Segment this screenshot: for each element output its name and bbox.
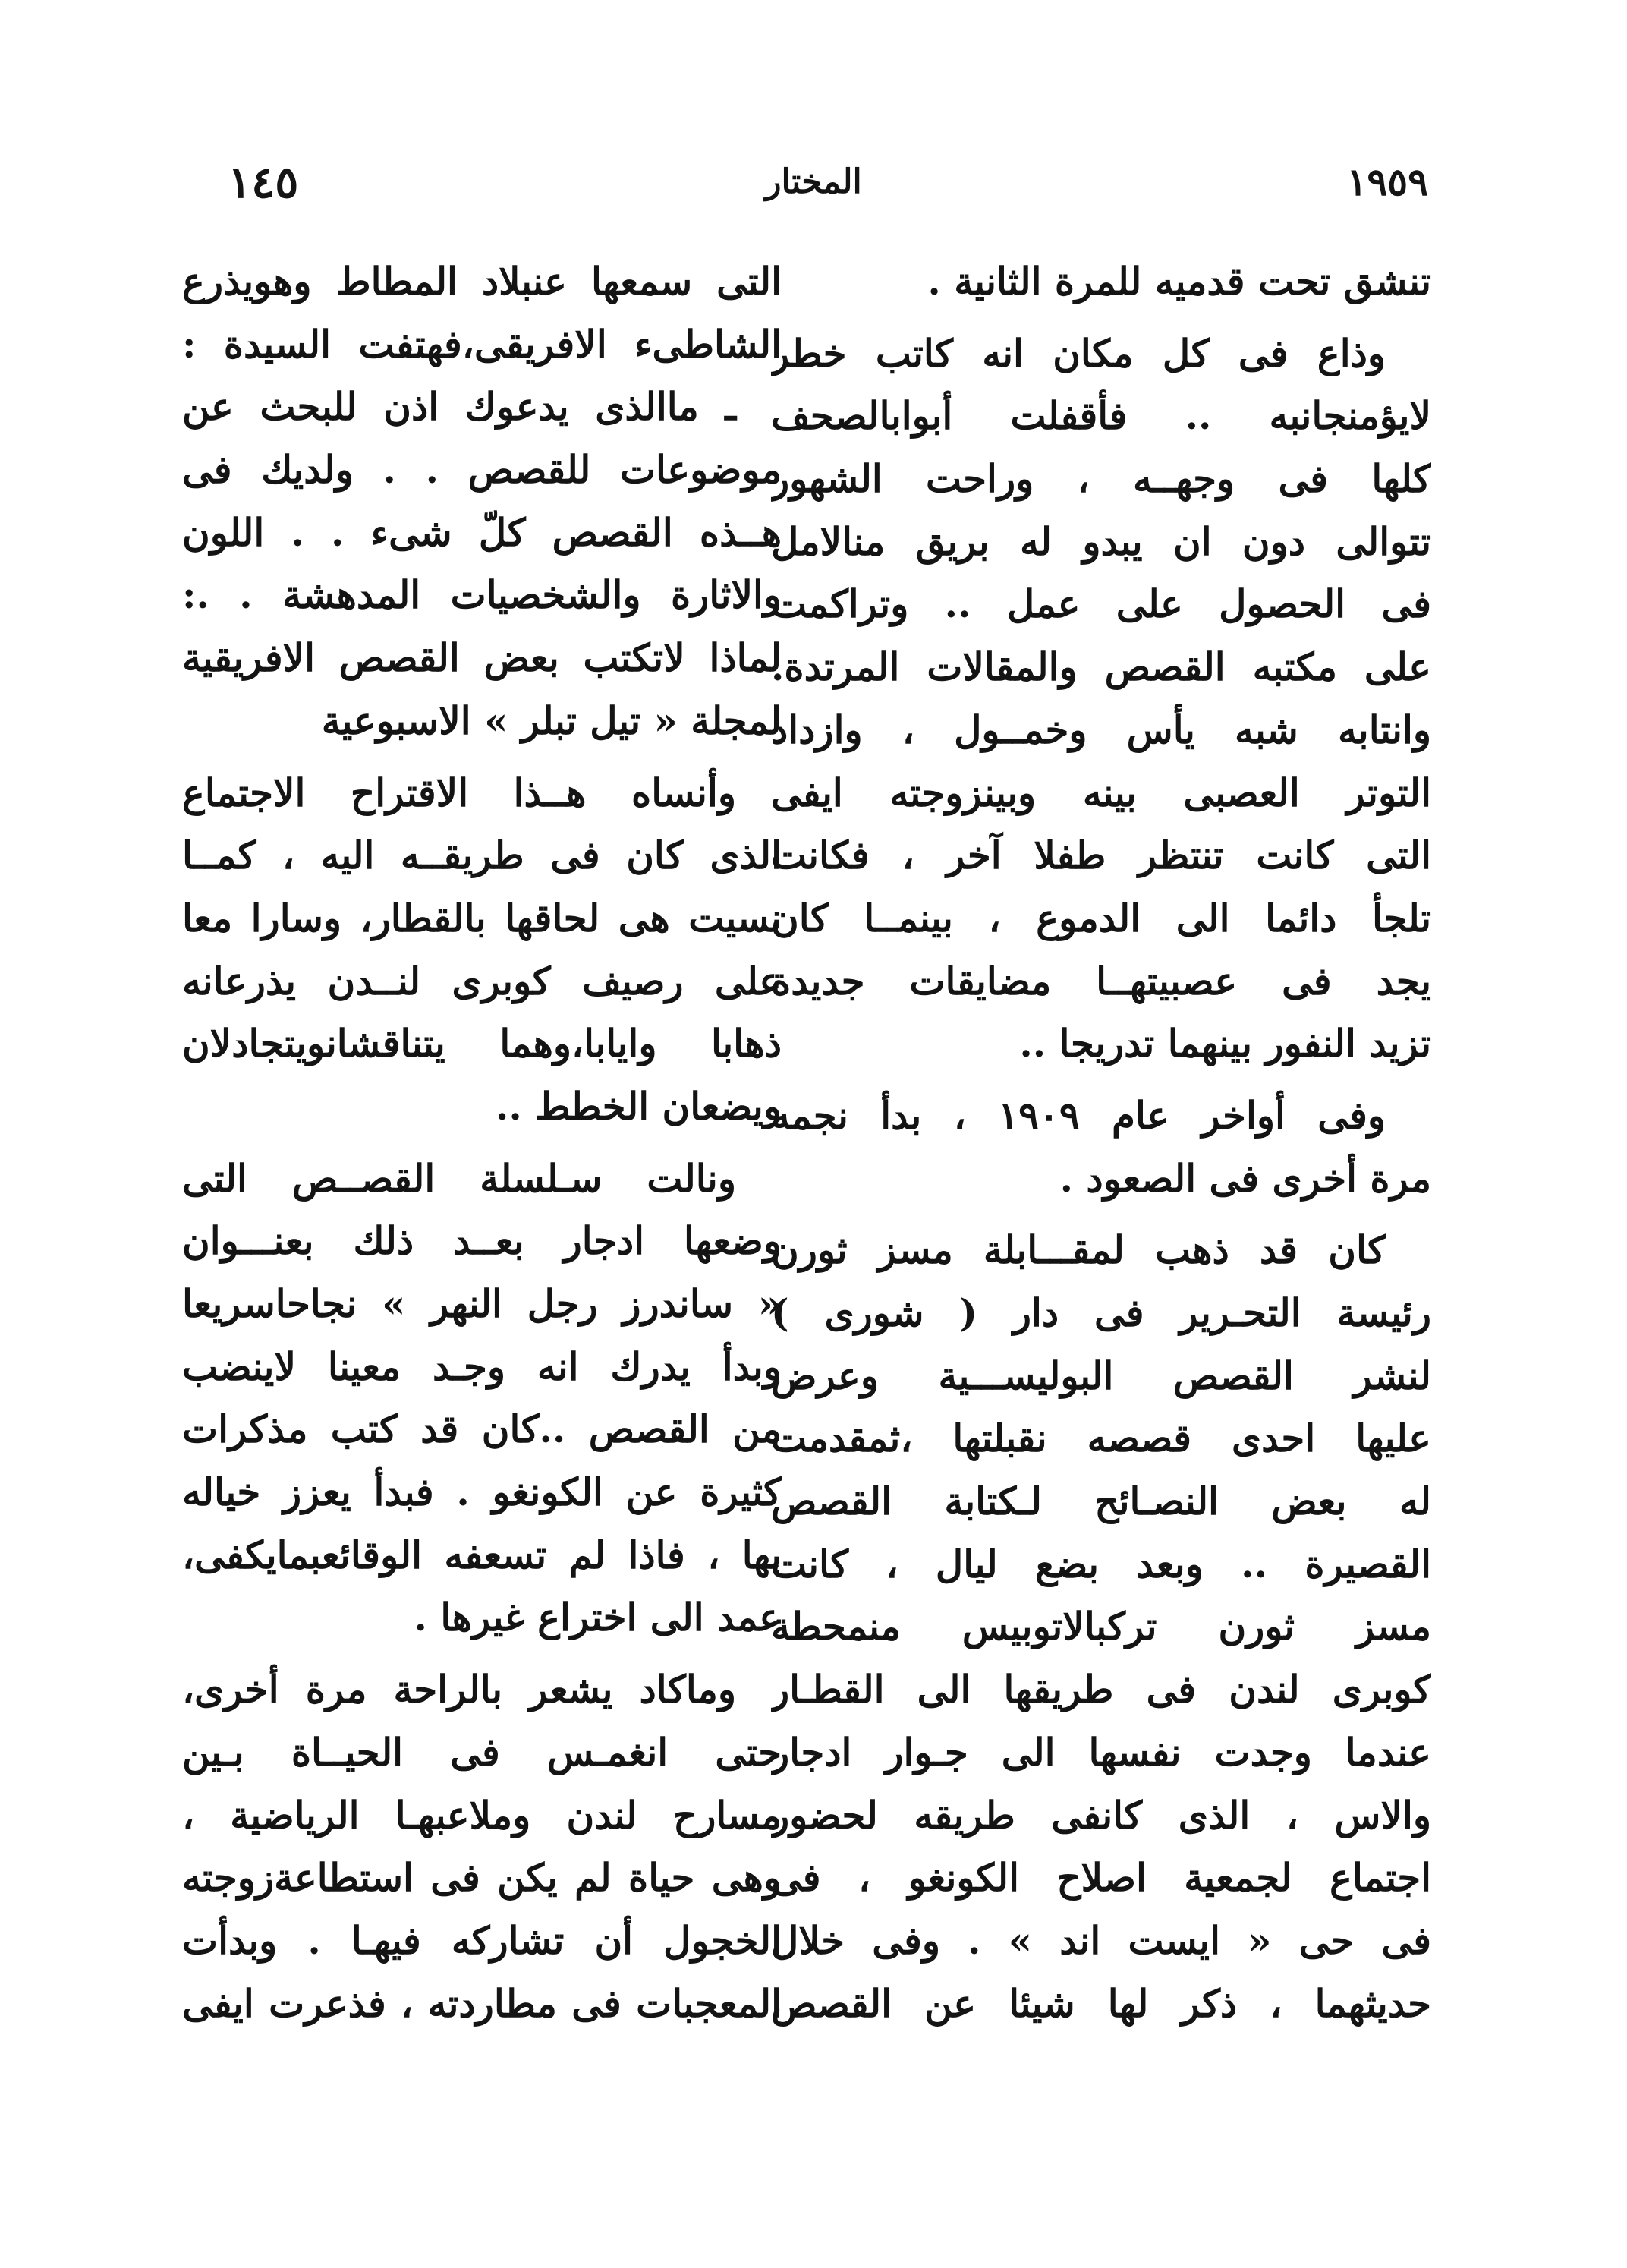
text-line: ونالت سـلسلة القصــص التى	[182, 1155, 736, 1201]
paragraph	[182, 250, 782, 753]
text-line: حتى انغمـس فى الحيــاة بـين	[182, 1729, 782, 1775]
text-line: على رصيف كوبرى لنــدن يذرعانه	[182, 958, 782, 1003]
text-line: هــذه القصص كلّ شىء . . اللون	[182, 509, 782, 555]
paragraph-gap	[182, 1649, 782, 1658]
text-line: رئيسة التحـرير فى دار ( شورى )	[771, 1290, 1431, 1335]
paragraph	[182, 1658, 782, 2035]
text-line: التوتر العصبى بينه وبينزوجته ايفى	[771, 770, 1431, 815]
text-line: التى سمعها عنبلاد المطاط وهويذرع	[182, 259, 782, 304]
paragraph	[771, 1219, 1431, 2035]
text-line: والاثارة والشخصيات المدهشة . .:	[182, 572, 782, 618]
header-title: المختار	[765, 162, 862, 201]
text-line: القصيرة .. وبعد بضع ليال ، كانت	[771, 1541, 1431, 1586]
text-line: وانتابه شبه يأس وخمــول ، وازداد	[771, 707, 1431, 752]
text-line: على مكتبه القصص والمقالات المرتدة.	[771, 644, 1431, 690]
text-line: عمد الى اختراع غيرها .	[414, 1595, 782, 1640]
text-line: لنشر القصص البوليســـية وعرض	[771, 1353, 1431, 1398]
text-line: كان قد ذهب لمقـــابلة مسز ثورن	[771, 1227, 1386, 1273]
text-line: « ساندرز رجل النهر » نجاحاسريعا	[182, 1281, 782, 1326]
text-line: له بعض النصـائح لـكتابة القصص	[771, 1479, 1431, 1524]
text-line: مسز ثورن تركبالاتوبيس منمحطة	[771, 1604, 1431, 1649]
text-line: عندما وجدت نفسها الى جـوار ادجار	[771, 1729, 1431, 1775]
text-line: لماذا لاتكتب بعض القصص الافريقية	[182, 635, 782, 681]
text-line: عليها احدى قصصه نقبلتها ،ثمقدمت	[771, 1416, 1431, 1461]
header-year: ١٩٥٩	[1346, 159, 1428, 204]
text-line: تلجأ دائما الى الدموع ، بينمــا كان	[771, 895, 1431, 940]
text-line: اجتماع لجمعية اصلاح الكونغو ، فى	[771, 1855, 1431, 1901]
paragraph-gap	[182, 1139, 782, 1148]
text-line: وبدأ يدرك انه وجـد معينا لاينضب	[182, 1343, 782, 1389]
text-line: موضوعات للقصص . . ولديك فى	[182, 447, 782, 493]
text-line: وفى أواخر عام ١٩٠٩ ، بدأ نجمه	[771, 1092, 1386, 1138]
text-line: وضعها ادجار بعــد ذلك بعنـــوان	[182, 1218, 782, 1264]
text-line: المعجبات فى مطاردته ، فذعرت ايفى	[182, 1980, 782, 2026]
text-line: من القصص ..كان قد كتب مذكرات	[182, 1406, 782, 1452]
text-line: حديثهما ، ذكر لها شيئا عن القصص	[771, 1980, 1431, 2026]
text-column-left	[182, 250, 782, 2035]
text-line: الذى كان فى طريقــه اليه ، كمــا	[182, 833, 782, 878]
text-line: مسارح لندن وملاعبهـا الرياضية ،	[182, 1792, 782, 1838]
text-line: والاس ، الذى كانفى طريقه لحضور	[771, 1792, 1431, 1838]
text-line: نسيت هى لحاقها بالقطار، وسارا معا	[182, 895, 782, 940]
text-line: تزيد النفور بينهما تدريجا ..	[1019, 1021, 1431, 1066]
text-line: تنشق تحت قدميه للمرة الثانية .	[927, 259, 1431, 304]
paragraph	[182, 1148, 782, 1650]
paragraph	[182, 762, 782, 1139]
text-column-right	[771, 250, 1431, 2035]
text-line: كوبرى لندن فى طريقها الى القطـار	[771, 1667, 1431, 1712]
text-line: يجد فى عصبيتهــا مضايقات جديدة	[771, 958, 1431, 1003]
text-line: وماكاد يشعر بالراحة مرة أخرى،	[182, 1667, 736, 1712]
text-line: وأنساه هــذا الاقتراح الاجتماع	[182, 770, 736, 815]
paragraph-gap	[771, 1076, 1431, 1085]
paragraph	[771, 1085, 1431, 1210]
paragraph	[771, 250, 1431, 313]
text-line: وهى حياة لم يكن فى استطاعةزوجته	[182, 1855, 782, 1901]
text-line: ويضعان الخطط ..	[495, 1083, 782, 1129]
text-line: وذاع فى كل مكان انه كاتب خطر	[771, 330, 1386, 376]
text-line: فى الحصول على عمل .. وتراكمت	[771, 581, 1431, 627]
text-line: ـ ماالذى يدعوك اذن للبحث عن	[182, 384, 736, 430]
paragraph-gap	[182, 753, 782, 762]
paragraph-gap	[771, 1210, 1431, 1219]
text-line: الخجول أن تشاركه فيهـا . وبدأت	[182, 1917, 782, 1963]
text-line: كلها فى وجهــه ، وراحت الشهور	[771, 456, 1431, 502]
text-line: الشاطىء الافريقى،فهتفت السيدة :	[182, 321, 782, 367]
text-line: ذهابا وايابا،وهما يتناقشانويتجادلان	[182, 1021, 782, 1066]
text-line: فى حى « ايست اند » . وفى خلال	[771, 1917, 1431, 1963]
text-line: كثيرة عن الكونغو . فبدأ يعزز خياله	[182, 1469, 782, 1515]
paragraph	[771, 323, 1431, 1076]
text-line: بها ، فاذا لم تسعفه الوقائعبمايكفى،	[182, 1532, 782, 1577]
text-line: التى كانت تنتظر طفلا آخر ، فكانت	[771, 833, 1431, 878]
paragraph-gap	[771, 313, 1431, 323]
text-line: مرة أخرى فى الصعود .	[1059, 1155, 1431, 1201]
text-line: لمجلة « تيل تبلر » الاسبوعية	[321, 698, 782, 743]
page-number: ١٤٥	[228, 156, 299, 208]
text-line: لايؤمنجانبه .. فأقفلت أبوابالصحف	[771, 393, 1431, 439]
text-line: تتوالى دون ان يبدو له بريق منالامل	[771, 518, 1431, 564]
